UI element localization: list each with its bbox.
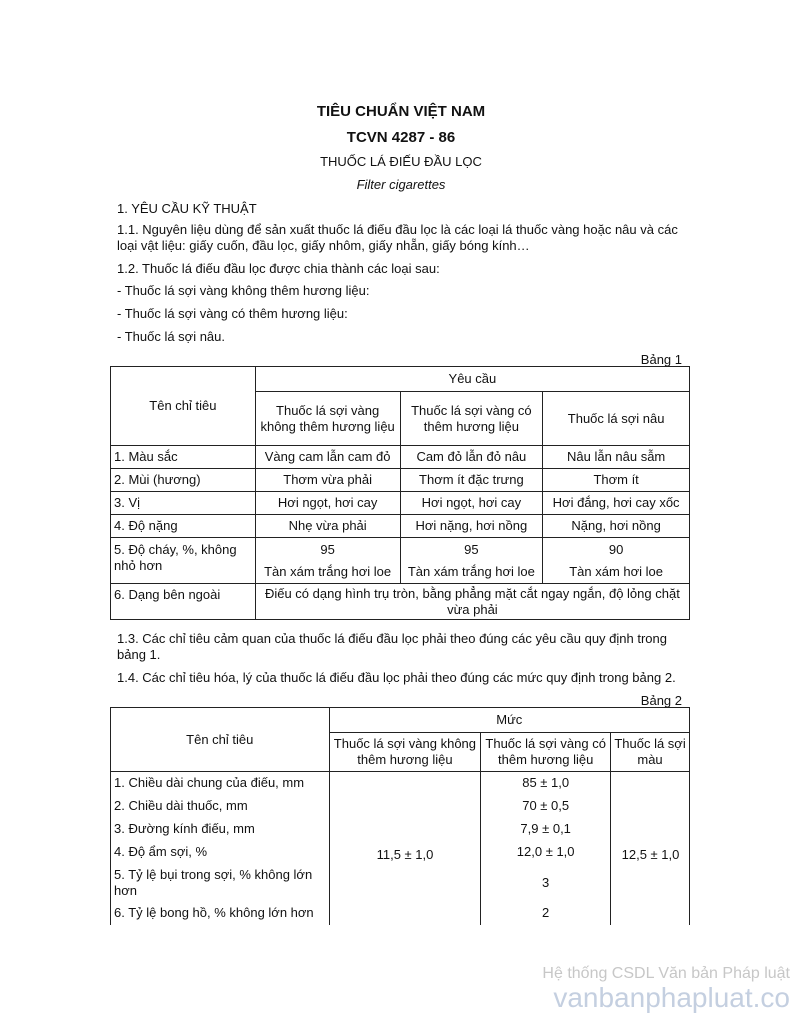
- table-cell: Điếu có dạng hình trụ tròn, bằng phẳng mặt cắt ngay ngắn, độ lỏng chặt vừa phải: [255, 584, 689, 620]
- table-cell: 3: [481, 864, 611, 902]
- table-cell: 6. Tỷ lệ bong hồ, % không lớn hơn: [111, 902, 330, 925]
- table-cell: Nâu lẫn nâu sẫm: [543, 446, 690, 469]
- table-header-requirement: Yêu cầu: [255, 367, 689, 392]
- table-row: [111, 772, 690, 795]
- bullet-item: - Thuốc lá sợi nâu.: [117, 329, 226, 344]
- moisture-value-col1: 11,5 ± 1,0: [376, 847, 434, 862]
- table-2: [110, 707, 690, 925]
- table-header-col1: Thuốc lá sợi vàng không thêm hương liệu: [255, 392, 400, 446]
- table-cell: 5. Độ cháy, %, không nhỏ hơn: [111, 538, 256, 584]
- cell-note: Tàn xám trắng hơi loe: [264, 563, 392, 579]
- table-header-name: Tên chỉ tiêu: [111, 708, 330, 772]
- table-cell: Hơi ngọt, hơi cay: [400, 492, 543, 515]
- table-header-col2: Thuốc lá sợi vàng có thêm hương liệu: [481, 733, 611, 772]
- table-cell: Thơm ít: [543, 469, 690, 492]
- watermark-site[interactable]: vanbanphapluat.co: [553, 982, 790, 1013]
- doc-subject: THUỐC LÁ ĐIẾU ĐẦU LỌC: [320, 154, 482, 169]
- table-cell: 4. Độ ẩm sợi, %: [111, 841, 330, 864]
- table-header-col3: Thuốc lá sợi nâu: [543, 392, 690, 446]
- table-cell: [255, 538, 400, 584]
- table-cell: Thơm ít đặc trưng: [400, 469, 543, 492]
- doc-subject-en: Filter cigarettes: [356, 177, 446, 192]
- table-cell: 7,9 ± 0,1: [481, 818, 611, 841]
- cell-value: 95: [320, 541, 335, 557]
- table-1: [110, 366, 690, 620]
- table-cell: 2: [481, 902, 611, 925]
- table-row: [111, 584, 690, 620]
- table-cell: Hơi nặng, hơi nồng: [400, 515, 543, 538]
- table-header-col3: Thuốc lá sợi màu: [611, 733, 690, 772]
- table-1-caption: Bảng 1: [640, 352, 682, 367]
- table-2-caption: Bảng 2: [640, 693, 682, 708]
- table-cell: Vàng cam lẫn cam đỏ: [255, 446, 400, 469]
- table-cell: 1. Chiều dài chung của điếu, mm: [111, 772, 330, 795]
- table-header-name: Tên chỉ tiêu: [111, 367, 256, 446]
- table-cell: 1. Màu sắc: [111, 446, 256, 469]
- moisture-value-col3: 12,5 ± 1,0: [621, 847, 680, 862]
- table-cell: Nặng, hơi nồng: [543, 515, 690, 538]
- table-cell: Hơi ngọt, hơi cay: [255, 492, 400, 515]
- table-cell: 6. Dạng bên ngoài: [111, 584, 256, 620]
- doc-code: TCVN 4287 - 86: [346, 129, 456, 146]
- table-header-col2: Thuốc lá sợi vàng có thêm hương liệu: [400, 392, 543, 446]
- section-heading: 1. YÊU CẦU KỸ THUẬT: [117, 201, 257, 216]
- cell-value: 90: [608, 541, 624, 557]
- table-cell: 85 ± 1,0: [481, 772, 611, 795]
- doc-title: TIÊU CHUẨN VIỆT NAM: [316, 103, 486, 120]
- table-cell: 2. Chiều dài thuốc, mm: [111, 795, 330, 818]
- watermark-line1: Hệ thống CSDL Văn bản Pháp luật: [542, 965, 790, 982]
- table-cell: 5. Tỷ lệ bụi trong sợi, % không lớn hơn: [111, 864, 330, 902]
- table-row: [111, 515, 690, 538]
- table-row: [111, 446, 690, 469]
- cell-value: 95: [464, 541, 479, 557]
- table-cell: 70 ± 0,5: [481, 795, 611, 818]
- paragraph-1-4: 1.4. Các chỉ tiêu hóa, lý của thuốc lá điếu đầu lọc phải theo đúng các mức quy định trong bảng 2.: [117, 670, 676, 685]
- table-cell: [400, 538, 543, 584]
- table-cell: 12,0 ± 1,0: [481, 841, 611, 864]
- table-cell: Nhẹ vừa phải: [255, 515, 400, 538]
- table-row: [111, 538, 690, 584]
- table-cell: 4. Độ nặng: [111, 515, 256, 538]
- table-row: [111, 492, 690, 515]
- paragraph-1-2: 1.2. Thuốc lá điếu đầu lọc được chia thành các loại sau:: [117, 261, 440, 276]
- paragraph-1-3: 1.3. Các chỉ tiêu cảm quan của thuốc lá điếu đầu lọc phải theo đúng các yêu cầu quy định trong bảng 1.: [117, 631, 667, 662]
- table-cell: Hơi đắng, hơi cay xốc: [543, 492, 690, 515]
- table-cell: [543, 538, 690, 584]
- table-header-col1: Thuốc lá sợi vàng không thêm hương liệu: [329, 733, 481, 772]
- bullet-item: - Thuốc lá sợi vàng không thêm hương liệu:: [117, 283, 370, 298]
- paragraph-1-1: 1.1. Nguyên liệu dùng để sản xuất thuốc lá điếu đầu lọc là các loại lá thuốc vàng hoặc nâu và các loại vật liệu: giấy cuốn, đầu lọc, giấy nhôm, giấy nhẵn, giấy bóng kính…: [117, 222, 678, 253]
- cell-note: Tàn xám trắng hơi loe: [407, 563, 535, 579]
- table-cell: 2. Mùi (hương): [111, 469, 256, 492]
- bullet-item: - Thuốc lá sợi vàng có thêm hương liệu:: [117, 306, 348, 321]
- table-cell: Cam đỏ lẫn đỏ nâu: [400, 446, 543, 469]
- table-cell: 3. Vị: [111, 492, 256, 515]
- table-cell: Thơm vừa phải: [255, 469, 400, 492]
- table-header-level: Mức: [329, 708, 689, 733]
- table-row: [111, 469, 690, 492]
- cell-note: Tàn xám hơi loe: [569, 563, 664, 579]
- table-cell: 3. Đường kính điếu, mm: [111, 818, 330, 841]
